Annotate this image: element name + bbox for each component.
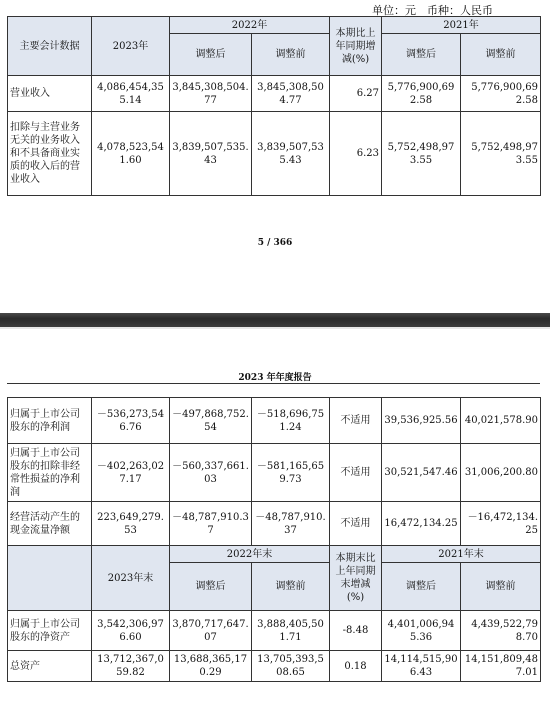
header-rule	[7, 383, 540, 384]
header-main-accounting-data: 主要会计数据	[8, 17, 92, 76]
value-2023: 3,542,306,976.60	[92, 611, 170, 651]
value-2022-original: 3,845,308,504.77	[252, 76, 330, 112]
value-2022-original: 3,888,405,501.71	[252, 611, 330, 651]
header-2023: 2023年	[92, 17, 170, 76]
value-2022-original: －518,696,751.24	[252, 398, 330, 444]
value-2021-original: 4,439,522,798.70	[461, 611, 541, 651]
value-2022-adjusted: 3,845,308,504.77	[170, 76, 252, 112]
value-2021-adjusted: 30,521,547.46	[382, 444, 461, 502]
header-change-percent: 本期比上年同期增减(%)	[330, 17, 382, 76]
value-2021-original: －16,472,134.25	[461, 502, 541, 546]
table-row	[8, 651, 541, 682]
value-2023: －536,273,546.76	[92, 398, 170, 444]
table-row	[8, 398, 541, 444]
value-2023: 4,078,523,541.60	[92, 112, 170, 196]
unit-currency-line: 单位：元 币种：人民币	[372, 4, 493, 17]
value-2021-adjusted: 5,752,498,973.55	[382, 112, 461, 196]
value-2022-original: 13,705,393,508.65	[252, 651, 330, 682]
table-row	[8, 611, 541, 651]
value-2021-adjusted: 5,776,900,692.58	[382, 76, 461, 112]
value-2022-adjusted: －497,868,752.54	[170, 398, 252, 444]
row-label: 营业收入	[8, 76, 92, 112]
value-change: 0.18	[330, 651, 382, 682]
value-change: -8.48	[330, 611, 382, 651]
value-2022-original: －48,787,910.37	[252, 502, 330, 546]
value-2023: 223,649,279.53	[92, 502, 170, 546]
table-row	[8, 502, 541, 546]
header-2021-end: 2021年末	[382, 546, 541, 563]
table-row	[8, 444, 541, 502]
value-2022-original: －581,165,659.73	[252, 444, 330, 502]
row-label: 归属于上市公司股东的净资产	[8, 611, 92, 651]
header-2022-adjusted-before: 调整前	[252, 34, 330, 76]
page-gap	[0, 327, 550, 329]
page-number: 5 / 366	[257, 238, 293, 248]
header-2022-adjusted-after: 调整后	[170, 34, 252, 76]
header-2021: 2021年	[382, 17, 541, 34]
page-divider	[0, 313, 550, 327]
value-2021-adjusted: 16,472,134.25	[382, 502, 461, 546]
header-2021-adjusted-after: 调整后	[382, 563, 461, 611]
value-change: 6.27	[330, 76, 382, 112]
row-label: 归属于上市公司股东的扣除非经常性损益的净利润	[8, 444, 92, 502]
value-2021-original: 14,151,809,487.01	[461, 651, 541, 682]
value-change: 6.23	[330, 112, 382, 196]
header-2021-adjusted-after: 调整后	[382, 34, 461, 76]
value-2023: 13,712,367,059.82	[92, 651, 170, 682]
value-2021-original: 5,752,498,973.55	[461, 112, 541, 196]
value-change: 不适用	[330, 444, 382, 502]
header-2022-adjusted-after: 调整后	[170, 563, 252, 611]
table-row	[8, 76, 541, 112]
header-2023-end: 2023年末	[92, 546, 170, 611]
value-2021-adjusted: 39,536,925.56	[382, 398, 461, 444]
value-2023: －402,263,027.17	[92, 444, 170, 502]
value-2022-adjusted: －48,787,910.37	[170, 502, 252, 546]
value-2021-adjusted: 14,114,515,906.43	[382, 651, 461, 682]
key-accounting-data-table	[7, 16, 541, 196]
key-accounting-data-table-continued	[7, 397, 541, 682]
value-2022-adjusted: 13,688,365,170.29	[170, 651, 252, 682]
table-row	[8, 112, 541, 196]
header-2021-adjusted-before: 调整前	[461, 34, 541, 76]
row-label: 归属于上市公司股东的净利润	[8, 398, 92, 444]
report-header: 2023 年年度报告	[238, 373, 312, 383]
value-2022-original: 3,839,507,535.43	[252, 112, 330, 196]
value-2022-adjusted: 3,839,507,535.43	[170, 112, 252, 196]
value-2022-adjusted: －560,337,661.03	[170, 444, 252, 502]
header-2022-adjusted-before: 调整前	[252, 563, 330, 611]
header-2022-end: 2022年末	[170, 546, 330, 563]
value-2022-adjusted: 3,870,717,647.07	[170, 611, 252, 651]
value-2021-original: 40,021,578.90	[461, 398, 541, 444]
value-change: 不适用	[330, 502, 382, 546]
value-2023: 4,086,454,355.14	[92, 76, 170, 112]
row-label: 扣除与主营业务无关的业务收入和不具备商业实质的收入后的营业收入	[8, 112, 92, 196]
row-label: 经营活动产生的现金流量净额	[8, 502, 92, 546]
value-2021-adjusted: 4,401,006,945.36	[382, 611, 461, 651]
header-2021-adjusted-before: 调整前	[461, 563, 541, 611]
value-change: 不适用	[330, 398, 382, 444]
row-label: 总资产	[8, 651, 92, 682]
header-2022: 2022年	[170, 17, 330, 34]
value-2021-original: 31,006,200.80	[461, 444, 541, 502]
header-change-end: 本期末比上年同期末增减(%)	[330, 546, 382, 611]
header-blank	[8, 546, 92, 611]
value-2021-original: 5,776,900,692.58	[461, 76, 541, 112]
